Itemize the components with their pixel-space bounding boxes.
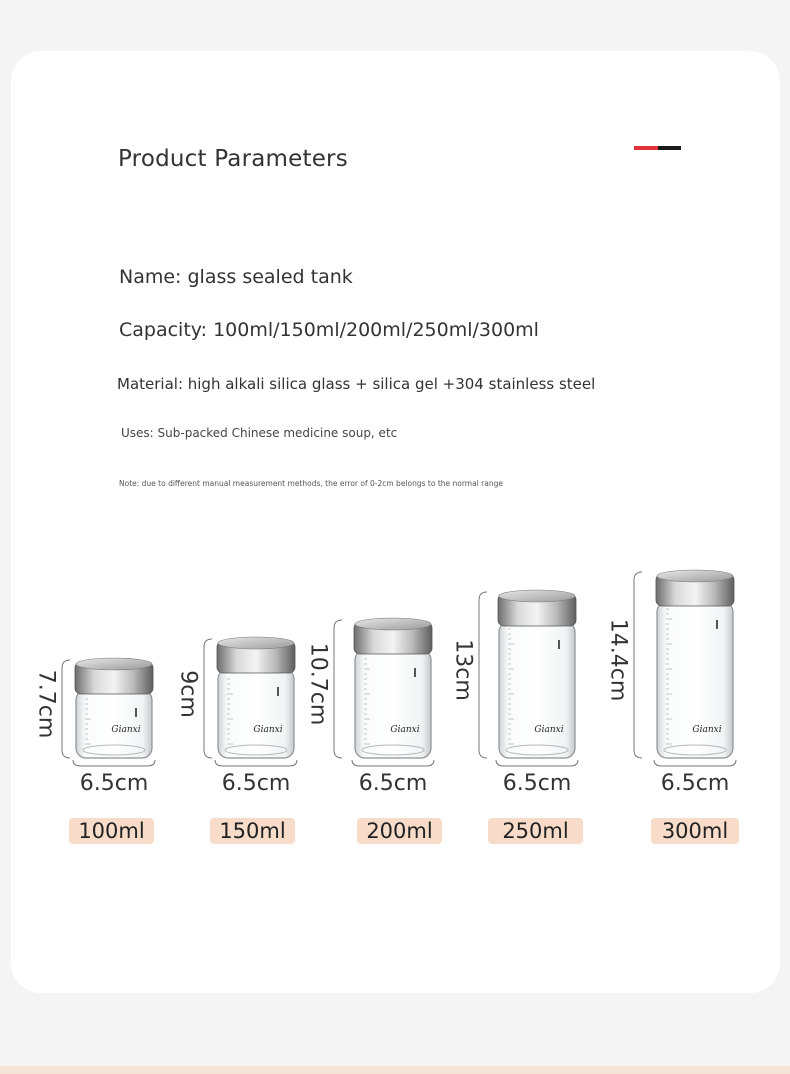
jar-lineup: [0, 560, 790, 860]
height-bracket: [634, 572, 642, 758]
jar-height-label: 9cm: [175, 669, 201, 718]
jar-100ml: [62, 658, 155, 766]
thermometer-icon: [135, 708, 137, 717]
thermometer-icon: [414, 668, 416, 677]
jar-height-label: 7.7cm: [33, 669, 59, 739]
jar-height-label: 14.4cm: [605, 618, 631, 702]
jar-width-label: 6.5cm: [502, 771, 572, 796]
width-bracket: [654, 760, 736, 766]
param-uses: Uses: Sub-packed Chinese medicine soup, etc: [121, 426, 398, 440]
jar-illustrations: [0, 560, 790, 860]
lid-top: [657, 570, 733, 582]
title-accent-bar: [634, 146, 681, 150]
param-name: Name: glass sealed tank: [119, 266, 353, 288]
glass-body: [499, 622, 575, 758]
page-title: Product Parameters: [118, 146, 348, 172]
brand-mark: Gianxi: [111, 725, 141, 735]
jar-capacity-pill: 150ml: [210, 818, 295, 844]
width-bracket: [496, 760, 578, 766]
width-bracket: [215, 760, 297, 766]
brand-mark: Gianxi: [253, 725, 283, 735]
param-note: Note: due to different manual measurement methods, the error of 0-2cm belongs to the normal range: [119, 479, 503, 488]
brand-mark: Gianxi: [534, 725, 564, 735]
height-bracket: [479, 592, 487, 758]
thermometer-icon: [277, 687, 279, 696]
jar-capacity-pill: 300ml: [651, 818, 739, 844]
jar-250ml: [479, 590, 578, 766]
height-bracket: [334, 620, 342, 758]
jar-height-label: 13cm: [450, 639, 476, 701]
jar-150ml: [204, 637, 297, 766]
jar-height-label: 10.7cm: [305, 642, 331, 726]
jar-capacity-pill: 100ml: [69, 818, 154, 844]
height-bracket: [62, 660, 70, 758]
jar-width-label: 6.5cm: [358, 771, 428, 796]
jar-200ml: [334, 618, 434, 766]
thermometer-icon: [716, 620, 718, 629]
bottom-strip: [0, 1066, 790, 1074]
jar-width-label: 6.5cm: [221, 771, 291, 796]
jar-capacity-pill: 250ml: [488, 818, 583, 844]
width-bracket: [73, 760, 155, 766]
brand-mark: Gianxi: [390, 725, 420, 735]
jar-width-label: 6.5cm: [660, 771, 730, 796]
jar-300ml: [634, 570, 736, 766]
jar-width-label: 6.5cm: [79, 771, 149, 796]
lid-top: [355, 618, 431, 630]
accent-bar-red: [634, 146, 658, 150]
height-bracket: [204, 639, 212, 758]
width-bracket: [352, 760, 434, 766]
lid-top: [218, 637, 294, 649]
lid-top: [499, 590, 575, 602]
param-capacity: Capacity: 100ml/150ml/200ml/250ml/300ml: [119, 319, 539, 341]
thermometer-icon: [558, 640, 560, 649]
brand-mark: Gianxi: [692, 725, 722, 735]
jar-capacity-pill: 200ml: [357, 818, 442, 844]
lid-top: [76, 658, 152, 670]
accent-bar-black: [658, 146, 681, 150]
param-material: Material: high alkali silica glass + silica gel +304 stainless steel: [117, 375, 596, 393]
